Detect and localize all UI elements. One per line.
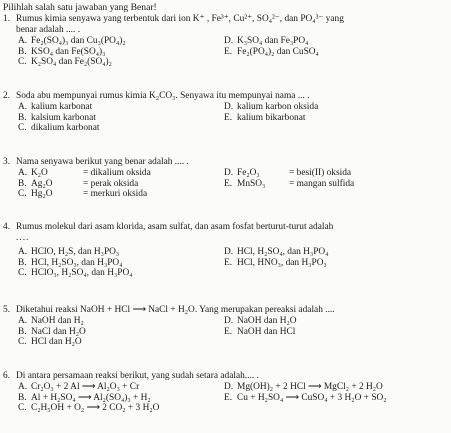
question-1	[3, 14, 449, 68]
option-a[interactable]: A. Cr₂O₃ + 2 Al ⟶ Al₂O₃ + Cr	[18, 382, 140, 392]
option-text: HCl, HNO₃, dan H₃PO₃	[237, 257, 327, 268]
option-text: NaOH dan HCl	[237, 326, 296, 337]
option-c[interactable]: C. HCl dan H₂O	[18, 337, 82, 348]
options	[18, 382, 449, 414]
option-text: NaCl dan H₂O	[31, 326, 86, 337]
option-e[interactable]: E. MnSO₃ = mangan sulfida	[224, 178, 355, 189]
option-formula: Fe₂O₃	[237, 168, 260, 178]
option-c[interactable]: C. K₂SO₄ dan Fe₂(SO₄)₂	[18, 57, 112, 68]
option-e[interactable]: E. Fe₂(PO₄)₂ dan CuSO₄	[224, 46, 319, 57]
question-2	[3, 91, 449, 134]
question-5	[3, 305, 449, 348]
option-c[interactable]: C. Hg₂O = merkuri oksida	[18, 189, 148, 200]
option-text: Fe₂(SO₄)₃ dan Cu₃(PO₄)₂	[31, 36, 126, 46]
option-text: kalium karbon oksida	[237, 102, 319, 112]
option-a[interactable]: A. NaOH dan H₂	[18, 316, 84, 326]
option-d[interactable]: D. NaOH dan H₂O	[224, 316, 297, 326]
option-text: HCl dan H₂O	[31, 337, 82, 348]
stem-line: benar adalah .... .	[16, 25, 81, 35]
option-d[interactable]: D. Mg(OH)₂ + 2 HCl ⟶ MgCl₂ + 2 H₂O	[224, 382, 383, 392]
option-name: = perak oksida	[83, 178, 139, 189]
option-text: HClO, H₂S, dan H₃PO₃	[31, 247, 120, 257]
option-name: = dikalium oksida	[83, 168, 151, 178]
option-b[interactable]: B. KSO₄ dan Fe(SO₄)₃	[18, 46, 106, 57]
option-text: kalsium karbonat	[31, 112, 96, 123]
option-b[interactable]: B. kalsium karbonat	[18, 112, 96, 123]
option-text: dikalium karbonat	[31, 123, 100, 134]
option-formula: Ag₂O	[31, 178, 53, 189]
question-number: 3.	[3, 157, 11, 167]
question-stem	[16, 14, 449, 36]
options	[18, 102, 449, 134]
options	[18, 36, 449, 68]
option-text: kalium karbonat	[31, 102, 93, 112]
options	[18, 247, 449, 279]
question-4	[3, 222, 449, 279]
option-a[interactable]: A. Fe₂(SO₄)₃ dan Cu₃(PO₄)₂	[18, 36, 126, 46]
option-text: Fe₂(PO₄)₂ dan CuSO₄	[237, 46, 319, 57]
option-text: Mg(OH)₂ + 2 HCl ⟶ MgCl₂ + 2 H₂O	[237, 382, 383, 392]
option-b[interactable]: B. HCl, H₂SO₃, dan H₃PO₄	[18, 257, 123, 268]
question-stem	[16, 222, 449, 233]
option-text: Cu + H₂SO₄ ⟶ CuSO₄ + 3 H₂O + SO₂	[237, 392, 387, 403]
option-text: NaOH dan H₂O	[237, 316, 297, 326]
question-number: 6.	[3, 371, 11, 381]
question-number: 1.	[3, 14, 11, 24]
option-text: HCl, H₂SO₄, dan H₃PO₄	[237, 247, 329, 257]
stem-line: Soda abu mempunyai rumus kimia K₂CO₃. Senyawa itu mempunyai nama ... .	[16, 91, 310, 101]
answer-dots: ....	[16, 233, 30, 243]
stem-line: Nama senyawa berikut yang benar adalah .... .	[16, 157, 189, 167]
option-c[interactable]: C. C₂H₅OH + O₂ ⟶ 2 CO₂ + 3 H₂O	[18, 403, 160, 414]
question-number: 4.	[3, 222, 11, 232]
question-stem	[16, 305, 449, 316]
question-number: 2.	[3, 91, 11, 101]
option-b[interactable]: B. Al + H₂SO₄ ⟶ Al₂(SO₄)₃ + H₂	[18, 392, 151, 403]
question-6	[3, 371, 449, 414]
option-text: Al + H₂SO₄ ⟶ Al₂(SO₄)₃ + H₂	[31, 392, 151, 403]
options	[18, 316, 449, 348]
option-e[interactable]: E. HCl, HNO₃, dan H₃PO₃	[224, 257, 327, 268]
option-name: = merkuri oksida	[83, 189, 148, 200]
stem-line: Rumus molekul dari asam klorida, asam sulfat, dan asam fosfat berturut-turut adalah	[16, 222, 334, 232]
stem-line: Diketahui reaksi NaOH + HCl ⟶ NaCl + H₂O. Yang merupakan pereaksi adalah ....	[16, 305, 335, 315]
option-d[interactable]: D. kalium karbon oksida	[224, 102, 319, 112]
option-d[interactable]: D. K₃SO₄ dan Fe₃PO₄	[224, 36, 309, 46]
option-e[interactable]: E. Cu + H₂SO₄ ⟶ CuSO₄ + 3 H₂O + SO₂	[224, 392, 387, 403]
option-formula: MnSO₃	[237, 178, 266, 189]
option-b[interactable]: B. NaCl dan H₂O	[18, 326, 86, 337]
option-text: K₃SO₄ dan Fe₃PO₄	[237, 36, 309, 46]
option-d[interactable]: D. HCl, H₂SO₄, dan H₃PO₄	[224, 247, 329, 257]
option-name: = mangan sulfida	[289, 178, 355, 189]
question-stem	[16, 371, 449, 382]
option-e[interactable]: E. NaOH dan HCl	[224, 326, 296, 337]
option-text: C₂H₅OH + O₂ ⟶ 2 CO₂ + 3 H₂O	[31, 403, 160, 414]
question-stem	[16, 91, 449, 102]
option-formula: K₂O	[31, 168, 48, 178]
question-stem	[16, 157, 449, 168]
option-a[interactable]: A. HClO, H₂S, dan H₃PO₃	[18, 247, 120, 257]
option-text: KSO₄ dan Fe(SO₄)₃	[31, 46, 106, 57]
stem-line: Di antara persamaan reaksi berikut, yang sudah setara adalah.... .	[16, 371, 259, 381]
question-number: 5.	[3, 305, 11, 315]
options	[18, 168, 449, 200]
option-b[interactable]: B. Ag₂O = perak oksida	[18, 178, 139, 189]
option-d[interactable]: D. Fe₂O₃ = besi(II) oksida	[224, 168, 352, 178]
option-text: HCl, H₂SO₃, dan H₃PO₄	[31, 257, 123, 268]
option-text: HClO₃, H₂SO₄, dan H₃PO₄	[31, 268, 133, 279]
question-3	[3, 157, 449, 200]
option-text: Cr₂O₃ + 2 Al ⟶ Al₂O₃ + Cr	[31, 382, 140, 392]
option-formula: Hg₂O	[31, 189, 53, 200]
option-c[interactable]: C. HClO₃, H₂SO₄, dan H₃PO₄	[18, 268, 133, 279]
option-text: kalium bikarbonat	[237, 112, 306, 123]
option-a[interactable]: A. kalium karbonat	[18, 102, 93, 112]
option-name: = besi(II) oksida	[289, 168, 352, 178]
option-c[interactable]: C. dikalium karbonat	[18, 123, 100, 134]
instruction-header: Pilihlah salah satu jawaban yang Benar!	[3, 2, 157, 13]
stem-line: Rumus kimia senyawa yang terbentuk dari ion K⁺ , Fe³⁺, Cu²⁺, SO₄²⁻, dan PO₄³⁻ yang	[16, 14, 344, 24]
option-text: NaOH dan H₂	[31, 316, 84, 326]
option-a[interactable]: A. K₂O = dikalium oksida	[18, 168, 151, 178]
option-text: K₂SO₄ dan Fe₂(SO₄)₂	[31, 57, 112, 68]
option-e[interactable]: E. kalium bikarbonat	[224, 112, 306, 123]
